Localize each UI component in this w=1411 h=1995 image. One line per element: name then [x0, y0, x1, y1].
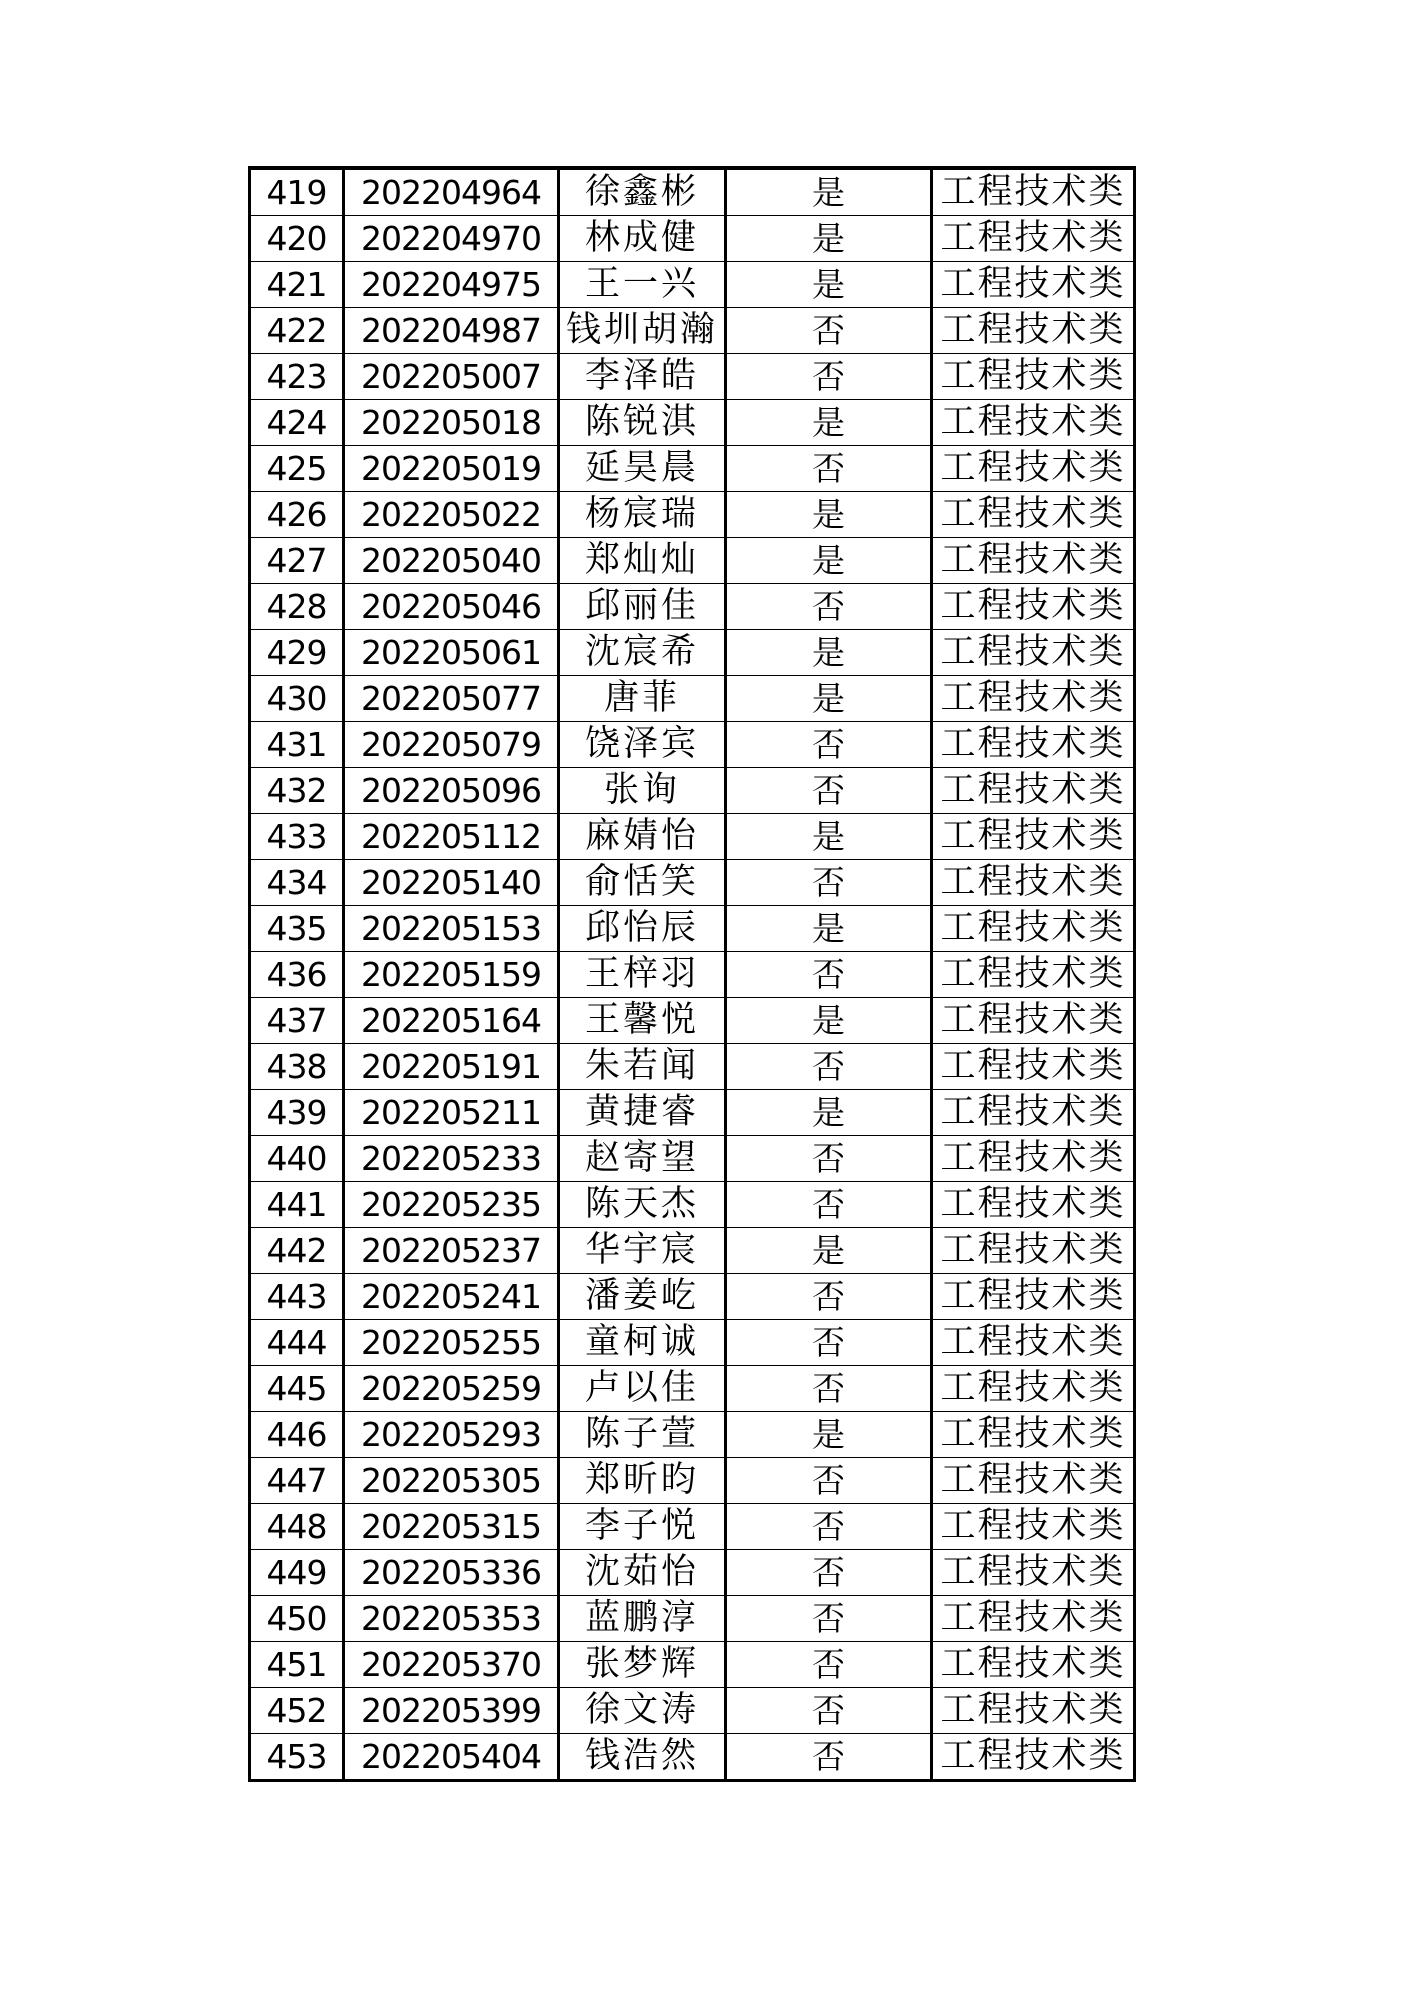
table-row — [250, 584, 1135, 630]
row-number-cell: 445 — [250, 1366, 344, 1412]
name-cell: 俞恬笑 — [559, 860, 726, 906]
name-cell: 潘姜屹 — [559, 1274, 726, 1320]
table-row — [250, 216, 1135, 262]
yes-no-cell: 否 — [726, 1044, 932, 1090]
table-row — [250, 1136, 1135, 1182]
row-number-cell: 437 — [250, 998, 344, 1044]
category-cell: 工程技术类 — [932, 998, 1135, 1044]
category-cell: 工程技术类 — [932, 1136, 1135, 1182]
yes-no-cell: 是 — [726, 400, 932, 446]
row-number-cell: 425 — [250, 446, 344, 492]
row-number-cell: 431 — [250, 722, 344, 768]
row-number-cell: 446 — [250, 1412, 344, 1458]
table-row — [250, 906, 1135, 952]
name-cell: 沈茹怡 — [559, 1550, 726, 1596]
yes-no-cell: 否 — [726, 952, 932, 998]
data-table — [248, 166, 1136, 1782]
table-row — [250, 1044, 1135, 1090]
category-cell: 工程技术类 — [932, 1458, 1135, 1504]
row-number-cell: 429 — [250, 630, 344, 676]
yes-no-cell: 否 — [726, 308, 932, 354]
student-id-cell: 202205040 — [344, 538, 559, 584]
table-row — [250, 262, 1135, 308]
student-id-cell: 202205370 — [344, 1642, 559, 1688]
category-cell: 工程技术类 — [932, 814, 1135, 860]
row-number-cell: 439 — [250, 1090, 344, 1136]
yes-no-cell: 否 — [726, 1274, 932, 1320]
row-number-cell: 448 — [250, 1504, 344, 1550]
table-row — [250, 168, 1135, 216]
table-row — [250, 1090, 1135, 1136]
table-row — [250, 676, 1135, 722]
name-cell: 卢以佳 — [559, 1366, 726, 1412]
student-id-cell: 202205079 — [344, 722, 559, 768]
row-number-cell: 453 — [250, 1734, 344, 1781]
row-number-cell: 432 — [250, 768, 344, 814]
row-number-cell: 427 — [250, 538, 344, 584]
student-id-cell: 202205018 — [344, 400, 559, 446]
category-cell: 工程技术类 — [932, 1504, 1135, 1550]
student-id-cell: 202205019 — [344, 446, 559, 492]
student-id-cell: 202205399 — [344, 1688, 559, 1734]
name-cell: 李泽皓 — [559, 354, 726, 400]
name-cell: 陈锐淇 — [559, 400, 726, 446]
student-id-cell: 202204970 — [344, 216, 559, 262]
category-cell: 工程技术类 — [932, 1412, 1135, 1458]
name-cell: 饶泽宾 — [559, 722, 726, 768]
category-cell: 工程技术类 — [932, 354, 1135, 400]
category-cell: 工程技术类 — [932, 768, 1135, 814]
table-row — [250, 860, 1135, 906]
name-cell: 郑灿灿 — [559, 538, 726, 584]
yes-no-cell: 否 — [726, 1734, 932, 1781]
row-number-cell: 435 — [250, 906, 344, 952]
table-row — [250, 1274, 1135, 1320]
row-number-cell: 452 — [250, 1688, 344, 1734]
student-id-cell: 202204987 — [344, 308, 559, 354]
yes-no-cell: 否 — [726, 768, 932, 814]
table-row — [250, 814, 1135, 860]
student-id-cell: 202205061 — [344, 630, 559, 676]
student-id-cell: 202205153 — [344, 906, 559, 952]
student-id-cell: 202205046 — [344, 584, 559, 630]
yes-no-cell: 是 — [726, 814, 932, 860]
yes-no-cell: 否 — [726, 1550, 932, 1596]
yes-no-cell: 是 — [726, 168, 932, 216]
name-cell: 童柯诚 — [559, 1320, 726, 1366]
yes-no-cell: 否 — [726, 1688, 932, 1734]
name-cell: 张询 — [559, 768, 726, 814]
row-number-cell: 433 — [250, 814, 344, 860]
student-id-cell: 202205255 — [344, 1320, 559, 1366]
row-number-cell: 440 — [250, 1136, 344, 1182]
table-row — [250, 952, 1135, 998]
table-row — [250, 1550, 1135, 1596]
name-cell: 邱丽佳 — [559, 584, 726, 630]
table-row — [250, 1642, 1135, 1688]
table-row — [250, 492, 1135, 538]
name-cell: 黄捷睿 — [559, 1090, 726, 1136]
yes-no-cell: 是 — [726, 492, 932, 538]
table-row — [250, 998, 1135, 1044]
category-cell: 工程技术类 — [932, 1044, 1135, 1090]
yes-no-cell: 否 — [726, 584, 932, 630]
yes-no-cell: 是 — [726, 630, 932, 676]
table-row — [250, 400, 1135, 446]
yes-no-cell: 是 — [726, 676, 932, 722]
yes-no-cell: 否 — [726, 1504, 932, 1550]
table-row — [250, 354, 1135, 400]
yes-no-cell: 否 — [726, 446, 932, 492]
name-cell: 陈子萱 — [559, 1412, 726, 1458]
student-id-cell: 202205096 — [344, 768, 559, 814]
yes-no-cell: 是 — [726, 906, 932, 952]
table-row — [250, 1596, 1135, 1642]
student-id-cell: 202205235 — [344, 1182, 559, 1228]
student-id-cell: 202205211 — [344, 1090, 559, 1136]
category-cell: 工程技术类 — [932, 1688, 1135, 1734]
name-cell: 陈天杰 — [559, 1182, 726, 1228]
row-number-cell: 438 — [250, 1044, 344, 1090]
category-cell: 工程技术类 — [932, 676, 1135, 722]
yes-no-cell: 否 — [726, 1458, 932, 1504]
name-cell: 钱浩然 — [559, 1734, 726, 1781]
category-cell: 工程技术类 — [932, 1090, 1135, 1136]
table-row — [250, 1182, 1135, 1228]
row-number-cell: 434 — [250, 860, 344, 906]
row-number-cell: 442 — [250, 1228, 344, 1274]
student-id-cell: 202205022 — [344, 492, 559, 538]
name-cell: 林成健 — [559, 216, 726, 262]
category-cell: 工程技术类 — [932, 1596, 1135, 1642]
category-cell: 工程技术类 — [932, 492, 1135, 538]
row-number-cell: 436 — [250, 952, 344, 998]
table-row — [250, 1688, 1135, 1734]
table-row — [250, 768, 1135, 814]
row-number-cell: 419 — [250, 168, 344, 216]
yes-no-cell: 否 — [726, 354, 932, 400]
student-id-cell: 202205305 — [344, 1458, 559, 1504]
name-cell: 郑昕昀 — [559, 1458, 726, 1504]
yes-no-cell: 否 — [726, 1182, 932, 1228]
student-id-cell: 202205164 — [344, 998, 559, 1044]
name-cell: 杨宸瑞 — [559, 492, 726, 538]
category-cell: 工程技术类 — [932, 630, 1135, 676]
yes-no-cell: 是 — [726, 538, 932, 584]
yes-no-cell: 否 — [726, 860, 932, 906]
category-cell: 工程技术类 — [932, 262, 1135, 308]
name-cell: 延昊晨 — [559, 446, 726, 492]
name-cell: 钱圳胡瀚 — [559, 308, 726, 354]
row-number-cell: 443 — [250, 1274, 344, 1320]
yes-no-cell: 否 — [726, 1642, 932, 1688]
row-number-cell: 422 — [250, 308, 344, 354]
student-id-cell: 202204975 — [344, 262, 559, 308]
category-cell: 工程技术类 — [932, 1182, 1135, 1228]
category-cell: 工程技术类 — [932, 1734, 1135, 1781]
name-cell: 赵寄望 — [559, 1136, 726, 1182]
row-number-cell: 451 — [250, 1642, 344, 1688]
student-id-cell: 202205007 — [344, 354, 559, 400]
name-cell: 李子悦 — [559, 1504, 726, 1550]
student-id-cell: 202205241 — [344, 1274, 559, 1320]
student-id-cell: 202205077 — [344, 676, 559, 722]
category-cell: 工程技术类 — [932, 216, 1135, 262]
category-cell: 工程技术类 — [932, 952, 1135, 998]
table-row — [250, 1228, 1135, 1274]
student-id-cell: 202205140 — [344, 860, 559, 906]
student-id-cell: 202205404 — [344, 1734, 559, 1781]
row-number-cell: 426 — [250, 492, 344, 538]
name-cell: 麻婧怡 — [559, 814, 726, 860]
table-row — [250, 446, 1135, 492]
category-cell: 工程技术类 — [932, 860, 1135, 906]
table-row — [250, 1412, 1135, 1458]
student-id-cell: 202205353 — [344, 1596, 559, 1642]
yes-no-cell: 否 — [726, 1596, 932, 1642]
category-cell: 工程技术类 — [932, 538, 1135, 584]
category-cell: 工程技术类 — [932, 308, 1135, 354]
name-cell: 王馨悦 — [559, 998, 726, 1044]
table-row — [250, 1366, 1135, 1412]
table-row — [250, 1458, 1135, 1504]
name-cell: 王一兴 — [559, 262, 726, 308]
yes-no-cell: 是 — [726, 1228, 932, 1274]
student-id-cell: 202205233 — [344, 1136, 559, 1182]
row-number-cell: 420 — [250, 216, 344, 262]
yes-no-cell: 是 — [726, 998, 932, 1044]
category-cell: 工程技术类 — [932, 1366, 1135, 1412]
table-row — [250, 1320, 1135, 1366]
name-cell: 朱若闻 — [559, 1044, 726, 1090]
category-cell: 工程技术类 — [932, 446, 1135, 492]
yes-no-cell: 是 — [726, 1412, 932, 1458]
table-row — [250, 1734, 1135, 1781]
student-id-cell: 202205336 — [344, 1550, 559, 1596]
row-number-cell: 424 — [250, 400, 344, 446]
category-cell: 工程技术类 — [932, 400, 1135, 446]
row-number-cell: 449 — [250, 1550, 344, 1596]
student-id-cell: 202204964 — [344, 168, 559, 216]
table-row — [250, 538, 1135, 584]
category-cell: 工程技术类 — [932, 1274, 1135, 1320]
name-cell: 徐鑫彬 — [559, 168, 726, 216]
category-cell: 工程技术类 — [932, 1228, 1135, 1274]
yes-no-cell: 否 — [726, 1366, 932, 1412]
name-cell: 蓝鹏淳 — [559, 1596, 726, 1642]
category-cell: 工程技术类 — [932, 168, 1135, 216]
name-cell: 徐文涛 — [559, 1688, 726, 1734]
yes-no-cell: 是 — [726, 1090, 932, 1136]
row-number-cell: 441 — [250, 1182, 344, 1228]
student-id-cell: 202205237 — [344, 1228, 559, 1274]
row-number-cell: 430 — [250, 676, 344, 722]
student-id-cell: 202205259 — [344, 1366, 559, 1412]
row-number-cell: 444 — [250, 1320, 344, 1366]
table-row — [250, 308, 1135, 354]
name-cell: 邱怡辰 — [559, 906, 726, 952]
name-cell: 华宇宸 — [559, 1228, 726, 1274]
student-id-cell: 202205191 — [344, 1044, 559, 1090]
table-body — [250, 168, 1135, 1781]
name-cell: 沈宸希 — [559, 630, 726, 676]
category-cell: 工程技术类 — [932, 906, 1135, 952]
table-row — [250, 722, 1135, 768]
category-cell: 工程技术类 — [932, 584, 1135, 630]
name-cell: 唐菲 — [559, 676, 726, 722]
category-cell: 工程技术类 — [932, 1320, 1135, 1366]
category-cell: 工程技术类 — [932, 1550, 1135, 1596]
row-number-cell: 450 — [250, 1596, 344, 1642]
row-number-cell: 447 — [250, 1458, 344, 1504]
table-row — [250, 630, 1135, 676]
row-number-cell: 428 — [250, 584, 344, 630]
row-number-cell: 421 — [250, 262, 344, 308]
yes-no-cell: 否 — [726, 1320, 932, 1366]
yes-no-cell: 否 — [726, 722, 932, 768]
student-id-cell: 202205315 — [344, 1504, 559, 1550]
name-cell: 王梓羽 — [559, 952, 726, 998]
table-row — [250, 1504, 1135, 1550]
category-cell: 工程技术类 — [932, 1642, 1135, 1688]
row-number-cell: 423 — [250, 354, 344, 400]
student-id-cell: 202205293 — [344, 1412, 559, 1458]
student-id-cell: 202205112 — [344, 814, 559, 860]
name-cell: 张梦辉 — [559, 1642, 726, 1688]
category-cell: 工程技术类 — [932, 722, 1135, 768]
student-id-cell: 202205159 — [344, 952, 559, 998]
yes-no-cell: 否 — [726, 1136, 932, 1182]
yes-no-cell: 是 — [726, 216, 932, 262]
yes-no-cell: 是 — [726, 262, 932, 308]
